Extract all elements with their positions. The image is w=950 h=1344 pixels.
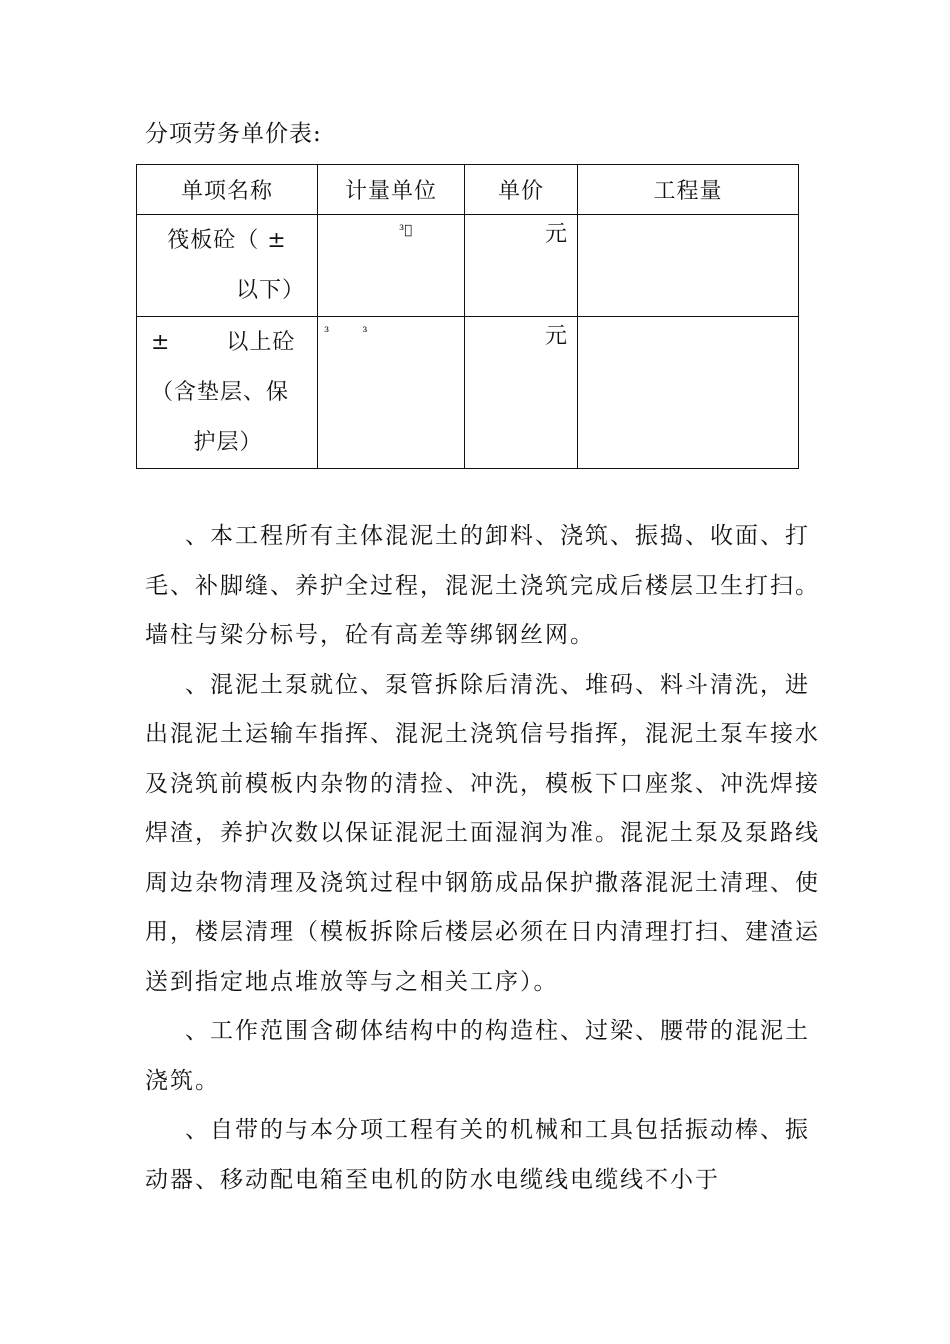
header-unit-price: 单价 [465, 165, 578, 215]
paragraph: 、自带的与本分项工程有关的机械和工具包括振动棒、振动器、移动配电箱至电机的防水电缆线电缆线不小于 [145, 1117, 810, 1193]
body-text [145, 512, 825, 1205]
item-name-line: 以下） [235, 278, 305, 303]
item-name-cell [137, 215, 318, 317]
unit-text: ³𫒶 [398, 223, 412, 238]
table-row [137, 215, 799, 317]
paragraph: 、混泥土泵就位、泵管拆除后清洗、堆码、料斗清洗，进出混泥土运输车指挥、混泥土浇筑信号指挥，混泥土泵车接水及浇筑前模板内杂物的清捡、冲洗，模板下口座浆、冲洗焊接焊渣，养护次数以保证混泥土面湿润为准。混泥土泵及泵路线周边杂物清理及浇筑过程中钢筋成品保护撒落混泥土清理、使用，楼层清理（模板拆除后楼层必须在日内清理打扫、建渣运送到指定地点堆放等与之相关工序）。 [145, 671, 820, 995]
price-cell: 元 [465, 317, 578, 469]
header-quantity: 工程量 [578, 165, 799, 215]
paragraph: 、工作范围含砌体结构中的构造柱、过梁、腰带的混泥土浇筑。 [145, 1018, 810, 1094]
item-name-cell [137, 317, 318, 469]
item-name-line: 筏板砼（ ± [167, 228, 287, 253]
table-title: 分项劳务单价表: [145, 121, 322, 147]
header-item-name: 单项名称 [137, 165, 318, 215]
unit-cell [318, 215, 465, 317]
item-name-line: 护层） [193, 430, 263, 455]
item-name-line: （含垫层、保 [151, 380, 290, 405]
table-header-row [137, 165, 799, 215]
unit-text: ³ ³ [324, 325, 368, 340]
item-name-line: ± 以上砼 [151, 330, 296, 355]
unit-cell [318, 317, 465, 469]
header-unit: 计量单位 [318, 165, 465, 215]
paragraph: 、本工程所有主体混泥土的卸料、浇筑、振捣、收面、打毛、补脚缝、养护全过程，混泥土浇筑完成后楼层卫生打扫。墙柱与梁分标号，砼有高差等绑钢丝网。 [145, 523, 820, 648]
table-row [137, 317, 799, 469]
quantity-cell [578, 215, 799, 317]
price-cell: 元 [465, 215, 578, 317]
unit-price-table [136, 164, 799, 469]
quantity-cell [578, 317, 799, 469]
